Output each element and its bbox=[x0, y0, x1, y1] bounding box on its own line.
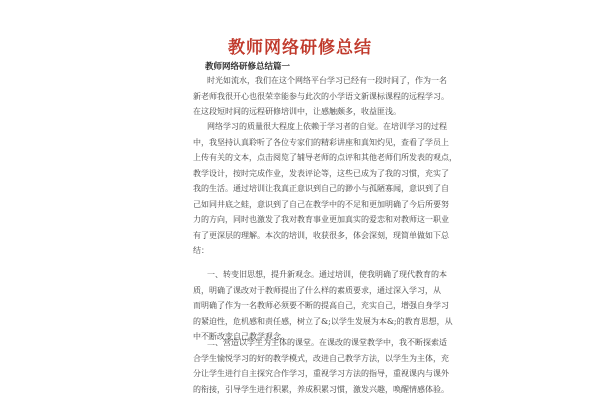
paragraph-line: 力的方向，同时也激发了我对教育事业更加真实的爱恋和对教师这一职业 bbox=[193, 215, 449, 224]
paragraph-line: 合学生愉悦学习的好的教学模式，改进自己教学方法，以学生为主体，充 bbox=[193, 353, 449, 363]
paragraph-line: 新老师我很开心也很荣幸能参与此次的小学语文新课标课程的远程学习。 bbox=[193, 91, 449, 101]
paragraph-line: 一、转变旧思想，提升新观念。通过培训，使我明确了现代教育的本 bbox=[207, 270, 447, 279]
paragraph-line: 己如同井底之蛙，意识到了自己在教学中的不足和更加明确了今后所要努 bbox=[193, 199, 449, 209]
paragraph-line: 分让学生进行自主探究合作学习，重视学习方法的指导，重视课内与课外 bbox=[193, 369, 449, 378]
paragraph-point-one bbox=[193, 267, 453, 345]
paragraph-line: 的紧迫性，危机感和责任感，树立了&;以学生发展为本&;的教育思想，从 bbox=[193, 316, 453, 326]
paragraph-line: 上传有关的文本，点击阅览了辅导老师的点评和其他老师们所发表的观点， bbox=[193, 153, 457, 162]
paragraph-line: 我的生活。通过培训让我真正意识到自己的渺小与孤陋寡闻，意识到了自 bbox=[193, 184, 449, 193]
paragraph-line: 的衔接，引导学生进行积累，养成积累习惯，激发兴趣，唤醒情感体验。 bbox=[193, 384, 449, 394]
paragraph-line: 质，明确了课改对于教师提出了什么样的素质要求，通过深入学习，从 bbox=[193, 285, 441, 295]
paragraph-line: 中，我坚持认真聆听了各位专家们的精彩讲座和真知灼见，查看了学员上 bbox=[193, 137, 449, 147]
paragraph-line: 教学设计，按时完成作业，发表评论等，这些已成为了我的习惯，充实了 bbox=[193, 168, 449, 178]
paragraph-line: 结： bbox=[193, 246, 209, 255]
paragraph-line: 有了更深层的理解。本次的培训，收获很多，体会深刻，现简单做如下总 bbox=[193, 230, 449, 240]
paragraph-line: 中不断改变自己教学观念。 bbox=[193, 332, 289, 341]
document-title: 教师网络研修总结 bbox=[228, 38, 372, 58]
paragraph-line: 时光如流水，我们在这个网络平台学习已经有一段时间了，作为一名 bbox=[207, 76, 447, 85]
paragraph-network-learning bbox=[193, 119, 457, 259]
paragraph-line: 在这段短时间的远程研修培训中，让感触颇多，收益匪浅。 bbox=[193, 107, 401, 116]
paragraph-line: 网络学习的质量很大程度上依赖于学习者的自觉。在培训学习的过程 bbox=[207, 122, 447, 131]
section-subtitle: 教师网络研修总结篇一 bbox=[205, 62, 291, 72]
paragraph-line: 二、营造以学生为主体的课堂。在课改的课堂教学中，我不断探索适 bbox=[207, 338, 447, 347]
paragraph-line: 而明确了作为一名教师必须要不断的提高自己，充实自己，增强自身学习 bbox=[193, 301, 449, 310]
paragraph-point-two bbox=[193, 335, 449, 397]
paragraph-intro bbox=[193, 73, 449, 120]
